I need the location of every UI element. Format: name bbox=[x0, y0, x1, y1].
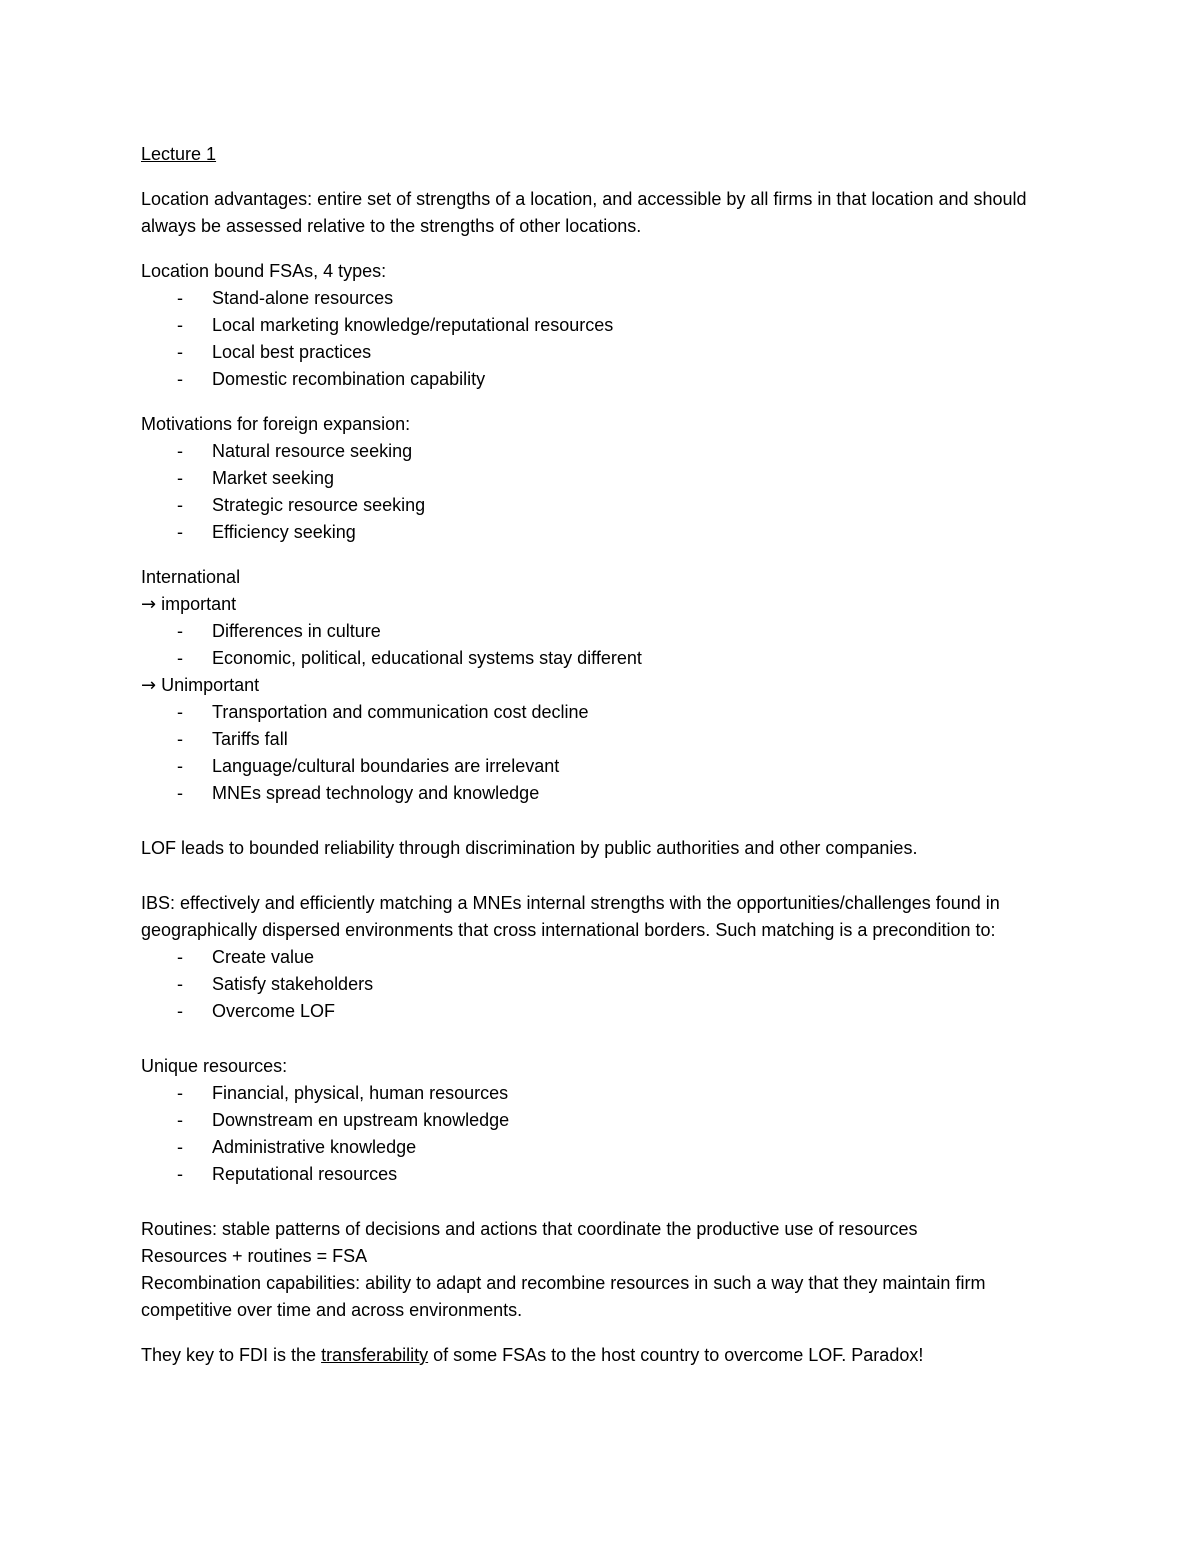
list-item: - Natural resource seeking bbox=[141, 438, 1061, 465]
unimportant-list bbox=[141, 699, 1061, 807]
list-item: - Local best practices bbox=[141, 339, 1061, 366]
important-label: important bbox=[161, 594, 237, 614]
list-item: - Language/cultural boundaries are irrelevant bbox=[141, 753, 1061, 780]
lof-paragraph: LOF leads to bounded reliability through discrimination by public authorities and other companies. bbox=[141, 838, 918, 858]
list-item: - Domestic recombination capability bbox=[141, 366, 1061, 393]
fdi-text-before: They key to FDI is the bbox=[141, 1345, 322, 1365]
location-bound-list bbox=[141, 285, 1061, 393]
arrow-right-icon: → bbox=[141, 594, 157, 615]
list-item: - Overcome LOF bbox=[141, 998, 1061, 1025]
motivations-list bbox=[141, 438, 1061, 546]
important-list bbox=[141, 618, 1061, 672]
important-line bbox=[141, 591, 1061, 618]
routines-paragraph: Routines: stable patterns of decisions and actions that coordinate the productive use of resources bbox=[141, 1219, 918, 1239]
list-item: - Local marketing knowledge/reputational resources bbox=[141, 312, 1061, 339]
ibs-paragraph: IBS: effectively and efficiently matching a MNEs internal strengths with the opportunities/challenges found in geographically dispersed environments that cross international borders. Such matching is a precondition to: bbox=[141, 893, 1000, 940]
unique-resources-heading: Unique resources: bbox=[141, 1056, 288, 1076]
transferability-term: transferability bbox=[321, 1345, 429, 1365]
list-item: - Stand-alone resources bbox=[141, 285, 1061, 312]
motivations-heading: Motivations for foreign expansion: bbox=[141, 414, 411, 434]
list-item: - Reputational resources bbox=[141, 1161, 1061, 1188]
document-body bbox=[141, 141, 1061, 1369]
list-item: - Tariffs fall bbox=[141, 726, 1061, 753]
list-item: - Transportation and communication cost decline bbox=[141, 699, 1061, 726]
formula-line: Resources + routines = FSA bbox=[141, 1246, 368, 1266]
list-item: - Administrative knowledge bbox=[141, 1134, 1061, 1161]
fdi-text-after: of some FSAs to the host country to overcome LOF. Paradox! bbox=[428, 1345, 924, 1365]
lecture-title: Lecture 1 bbox=[141, 144, 217, 164]
unimportant-line bbox=[141, 672, 1061, 699]
list-item: - Efficiency seeking bbox=[141, 519, 1061, 546]
unique-resources-list bbox=[141, 1080, 1061, 1188]
unimportant-label: Unimportant bbox=[161, 675, 260, 695]
list-item: - Downstream en upstream knowledge bbox=[141, 1107, 1061, 1134]
recombination-paragraph: Recombination capabilities: ability to adapt and recombine resources in such a way that they maintain firm competitive over time and across environments. bbox=[141, 1273, 986, 1320]
arrow-right-icon: → bbox=[141, 675, 157, 696]
international-heading: International bbox=[141, 567, 241, 587]
list-item: - Market seeking bbox=[141, 465, 1061, 492]
list-item: - Financial, physical, human resources bbox=[141, 1080, 1061, 1107]
fdi-paragraph bbox=[141, 1342, 1061, 1369]
list-item: - Differences in culture bbox=[141, 618, 1061, 645]
location-bound-heading: Location bound FSAs, 4 types: bbox=[141, 261, 387, 281]
list-item: - Satisfy stakeholders bbox=[141, 971, 1061, 998]
location-advantages-paragraph: Location advantages: entire set of strengths of a location, and accessible by all firms in that location and should always be assessed relative to the strengths of other locations. bbox=[141, 189, 1027, 236]
list-item: - Economic, political, educational systems stay different bbox=[141, 645, 1061, 672]
list-item: - Strategic resource seeking bbox=[141, 492, 1061, 519]
list-item: - MNEs spread technology and knowledge bbox=[141, 780, 1061, 807]
list-item: - Create value bbox=[141, 944, 1061, 971]
ibs-list bbox=[141, 944, 1061, 1025]
